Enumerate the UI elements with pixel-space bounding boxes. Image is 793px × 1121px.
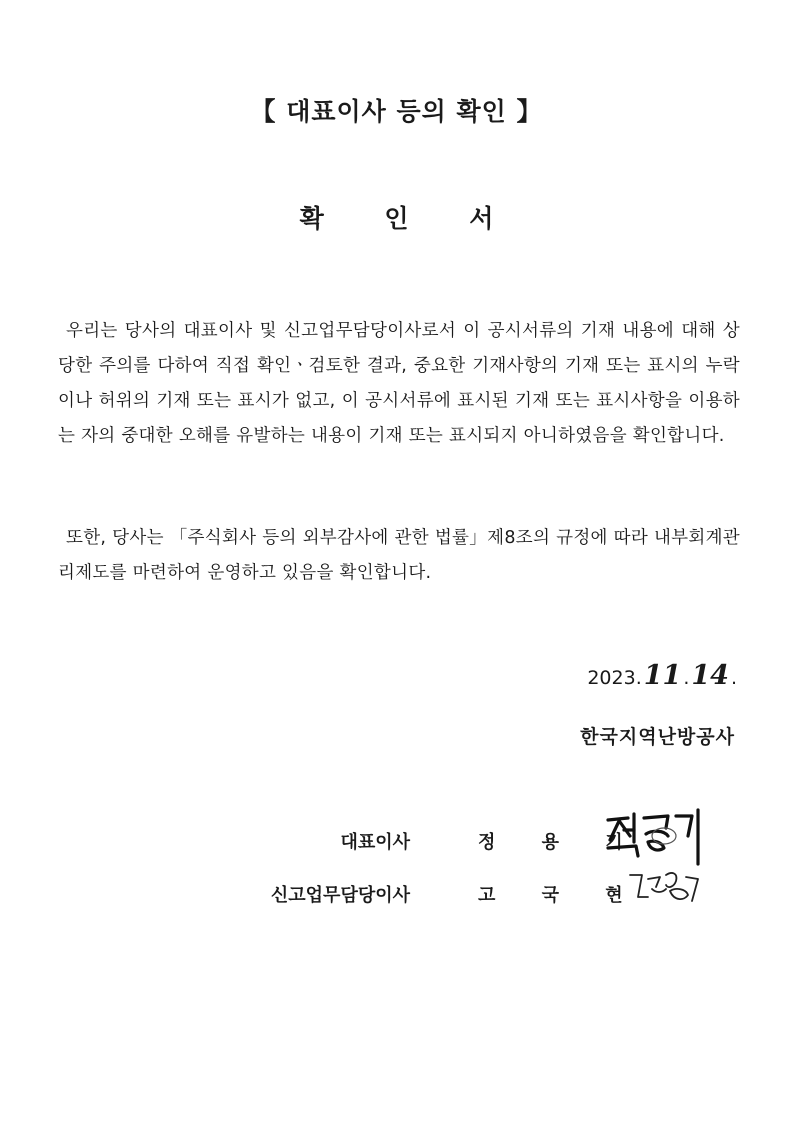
internal-control-paragraph: 또한, 당사는 「주식회사 등의 외부감사에 관한 법률」제8조의 규정에 따라 내부회계관리제도를 마련하여 운영하고 있음을 확인합니다. (58, 527, 740, 583)
date-separator: . (683, 667, 690, 689)
confirmation-paragraph: 우리는 당사의 대표이사 및 신고업무담당이사로서 이 공시서류의 기재 내용에 대해 상당한 주의를 다하여 직접 확인ㆍ검토한 결과, 중요한 기재사항의 기재 또는 표시의 누락이나 허위의 기재 또는 표시가 없고, 이 공시서류에 표시된 기재 또는 표시사항을 이용하는 자의 중대한 오해를 유발하는 내용이 기재 또는 표시되지 아니하였음을 확인합니다. (58, 320, 740, 446)
signer-name: 정 용 기 (478, 832, 643, 853)
date-day-handwritten: 14 (691, 660, 729, 691)
signer-row-disclosure-officer (0, 873, 793, 913)
ceo-signature-icon (600, 806, 710, 870)
signer-name: 고 국 현 (478, 885, 643, 906)
date-month-handwritten: 11 (643, 660, 682, 691)
date-end: . (730, 667, 737, 689)
date-year: 2023. (587, 667, 642, 689)
officer-signature-icon (626, 867, 706, 911)
signer-row-ceo (0, 820, 793, 860)
signer-role: 신고업무담당이사 (270, 885, 410, 906)
signer-role: 대표이사 (340, 832, 410, 853)
document-heading: 【 대표이사 등의 확인 】 (250, 97, 543, 126)
company-name: 한국지역난방공사 (580, 726, 735, 748)
document-title: 확 인 서 (299, 204, 520, 233)
document-date (587, 660, 737, 691)
